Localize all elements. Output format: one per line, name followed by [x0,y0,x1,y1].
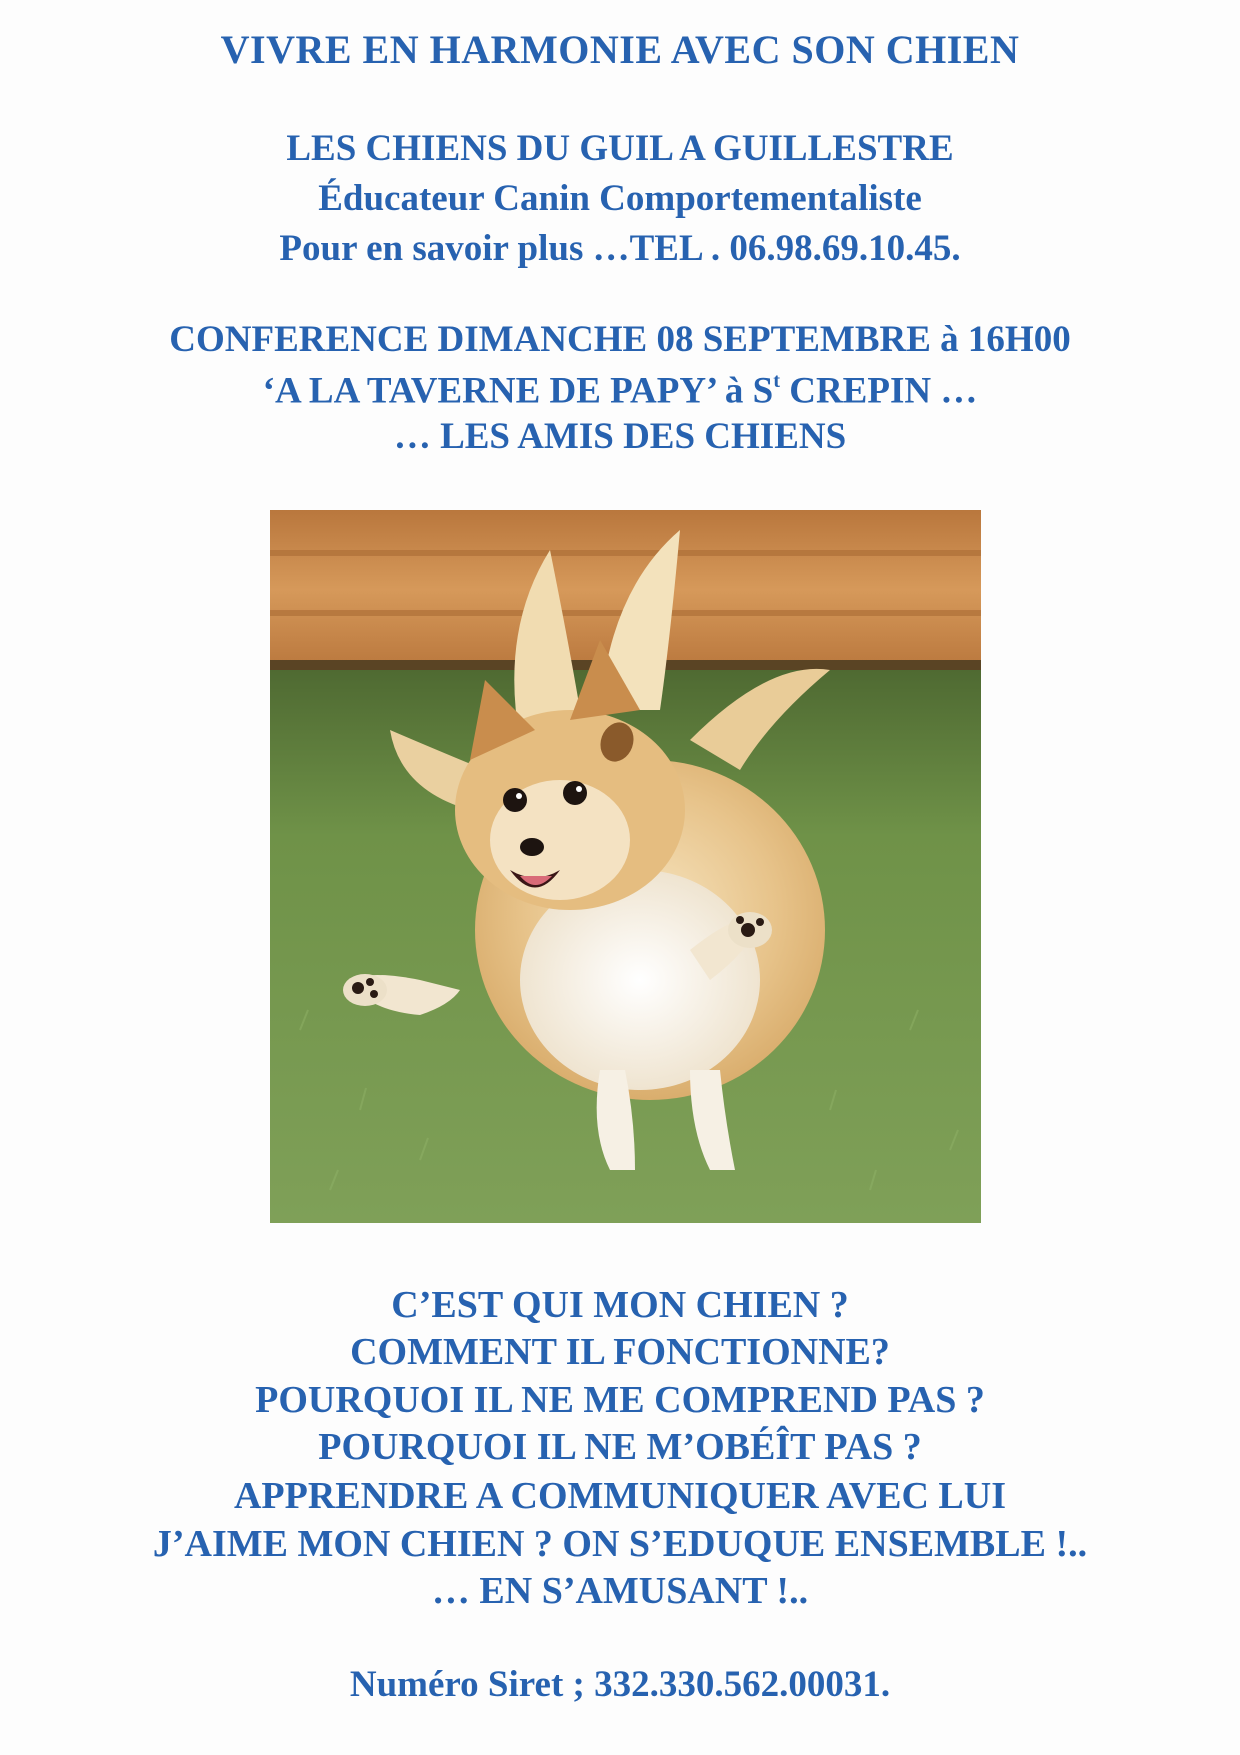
phone-line: Pour en savoir plus …TEL . 06.98.69.10.45. [279,228,961,269]
venue-superscript: t [773,370,780,392]
question-line: APPRENDRE A COMMUNIQUER AVEC LUI [233,1475,1007,1517]
business-name: LES CHIENS DU GUIL A GUILLESTRE [286,128,954,169]
conference-date: CONFERENCE DIMANCHE 08 SEPTEMBRE à 16H00 [169,319,1071,360]
venue-text: ‘A LA TAVERNE DE PAPY’ à S [262,370,774,412]
venue-text-end: CREPIN … [779,370,978,412]
question-line: POURQUOI IL NE M’OBÉÎT PAS ? [318,1426,922,1468]
flyer-title: VIVRE EN HARMONIE AVEC SON CHIEN [220,27,1020,72]
conference-venue [0,370,1240,412]
question-line: … EN S’AMUSANT !.. [431,1570,809,1612]
question-line: C’EST QUI MON CHIEN ? [391,1284,849,1326]
dog-photo [270,510,981,1223]
conference-organizer: … LES AMIS DES CHIENS [393,416,847,457]
question-line: POURQUOI IL NE ME COMPREND PAS ? [255,1379,985,1421]
siret-number: Numéro Siret ; 332.330.562.00031. [349,1664,891,1705]
question-line: J’AIME MON CHIEN ? ON S’EDUQUE ENSEMBLE !.. [152,1523,1088,1565]
question-line: COMMENT IL FONCTIONNE? [350,1331,890,1373]
business-subtitle: Éducateur Canin Comportementaliste [318,178,922,219]
